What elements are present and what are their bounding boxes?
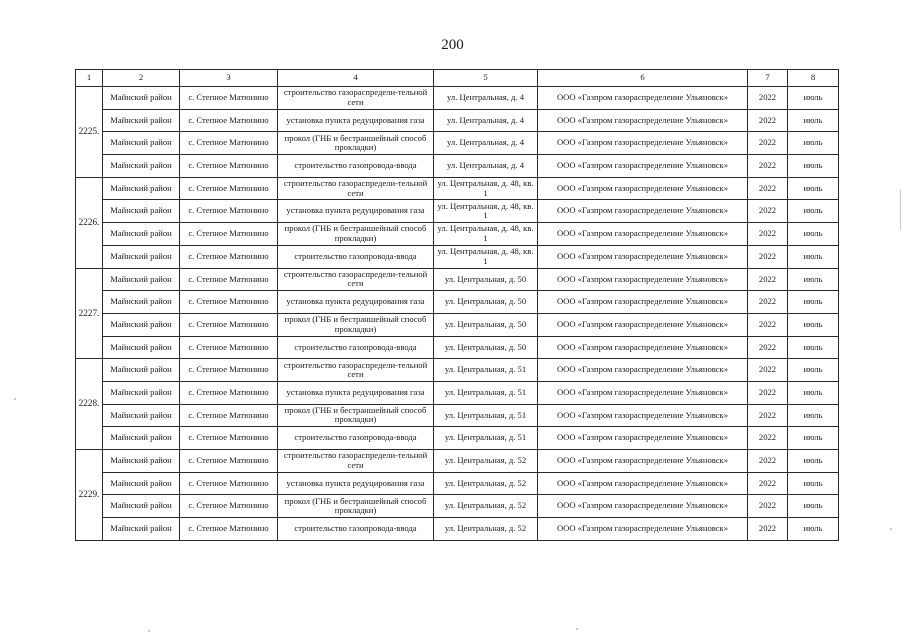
locality-cell: с. Степное Матюнино: [180, 359, 278, 382]
year-cell: 2022: [748, 404, 788, 427]
work-type-cell: прокол (ГНБ и бестраншейный способ прокладки): [278, 313, 434, 336]
table-row: [76, 291, 839, 314]
address-cell: ул. Центральная, д. 52: [434, 495, 538, 518]
month-cell: июль: [788, 450, 839, 473]
locality-cell: с. Степное Матюнино: [180, 404, 278, 427]
year-cell: 2022: [748, 177, 788, 200]
work-type-cell: установка пункта редуцирования газа: [278, 381, 434, 404]
locality-cell: с. Степное Матюнино: [180, 472, 278, 495]
locality-cell: с. Степное Матюнино: [180, 518, 278, 541]
work-type-cell: строительство газопровода-ввода: [278, 155, 434, 178]
district-cell: Майнский район: [103, 359, 180, 382]
district-cell: Майнский район: [103, 200, 180, 223]
address-cell: ул. Центральная, д. 51: [434, 381, 538, 404]
gasification-schedule-table: [75, 69, 839, 541]
organization-cell: ООО «Газпром газораспределение Ульяновск»: [538, 132, 748, 155]
address-cell: ул. Центральная, д. 51: [434, 359, 538, 382]
locality-cell: с. Степное Матюнино: [180, 109, 278, 132]
table-row: [76, 404, 839, 427]
year-cell: 2022: [748, 427, 788, 450]
district-cell: Майнский район: [103, 313, 180, 336]
district-cell: Майнский район: [103, 291, 180, 314]
entry-number-cell: 2225.: [76, 87, 103, 178]
work-type-cell: строительство газопровода-ввода: [278, 427, 434, 450]
month-cell: июль: [788, 87, 839, 110]
locality-cell: с. Степное Матюнино: [180, 200, 278, 223]
locality-cell: с. Степное Матюнино: [180, 336, 278, 359]
address-cell: ул. Центральная, д. 50: [434, 336, 538, 359]
column-header-6: 6: [538, 70, 748, 87]
district-cell: Майнский район: [103, 132, 180, 155]
entry-number-cell: 2229.: [76, 450, 103, 541]
header-row: [76, 70, 839, 87]
address-cell: ул. Центральная, д. 4: [434, 109, 538, 132]
month-cell: июль: [788, 155, 839, 178]
year-cell: 2022: [748, 472, 788, 495]
scan-speck: [576, 628, 578, 630]
locality-cell: с. Степное Матюнино: [180, 450, 278, 473]
organization-cell: ООО «Газпром газораспределение Ульяновск»: [538, 87, 748, 110]
year-cell: 2022: [748, 200, 788, 223]
work-type-cell: прокол (ГНБ и бестраншейный способ прокладки): [278, 223, 434, 246]
month-cell: июль: [788, 404, 839, 427]
district-cell: Майнский район: [103, 404, 180, 427]
locality-cell: с. Степное Матюнино: [180, 313, 278, 336]
organization-cell: ООО «Газпром газораспределение Ульяновск»: [538, 223, 748, 246]
month-cell: июль: [788, 359, 839, 382]
district-cell: Майнский район: [103, 336, 180, 359]
organization-cell: ООО «Газпром газораспределение Ульяновск»: [538, 404, 748, 427]
locality-cell: с. Степное Матюнино: [180, 223, 278, 246]
month-cell: июль: [788, 109, 839, 132]
work-type-cell: установка пункта редуцирования газа: [278, 472, 434, 495]
year-cell: 2022: [748, 381, 788, 404]
work-type-cell: прокол (ГНБ и бестраншейный способ прокладки): [278, 404, 434, 427]
address-cell: ул. Центральная, д. 48, кв. 1: [434, 223, 538, 246]
locality-cell: с. Степное Матюнино: [180, 427, 278, 450]
organization-cell: ООО «Газпром газораспределение Ульяновск»: [538, 291, 748, 314]
table-row: [76, 132, 839, 155]
column-header-3: 3: [180, 70, 278, 87]
organization-cell: ООО «Газпром газораспределение Ульяновск»: [538, 268, 748, 291]
organization-cell: ООО «Газпром газораспределение Ульяновск»: [538, 450, 748, 473]
year-cell: 2022: [748, 155, 788, 178]
table-row: [76, 268, 839, 291]
year-cell: 2022: [748, 223, 788, 246]
table-row: [76, 336, 839, 359]
district-cell: Майнский район: [103, 155, 180, 178]
table-row: [76, 200, 839, 223]
table-body: [76, 87, 839, 541]
table-row: [76, 472, 839, 495]
year-cell: 2022: [748, 109, 788, 132]
organization-cell: ООО «Газпром газораспределение Ульяновск»: [538, 472, 748, 495]
address-cell: ул. Центральная, д. 52: [434, 450, 538, 473]
entry-number-cell: 2228.: [76, 359, 103, 450]
organization-cell: ООО «Газпром газораспределение Ульяновск»: [538, 518, 748, 541]
district-cell: Майнский район: [103, 381, 180, 404]
work-type-cell: прокол (ГНБ и бестраншейный способ прокладки): [278, 132, 434, 155]
address-cell: ул. Центральная, д. 48, кв. 1: [434, 177, 538, 200]
address-cell: ул. Центральная, д. 48, кв. 1: [434, 245, 538, 268]
month-cell: июль: [788, 245, 839, 268]
organization-cell: ООО «Газпром газораспределение Ульяновск»: [538, 495, 748, 518]
district-cell: Майнский район: [103, 177, 180, 200]
month-cell: июль: [788, 336, 839, 359]
locality-cell: с. Степное Матюнино: [180, 268, 278, 291]
district-cell: Майнский район: [103, 427, 180, 450]
address-cell: ул. Центральная, д. 4: [434, 132, 538, 155]
month-cell: июль: [788, 177, 839, 200]
column-header-1: 1: [76, 70, 103, 87]
locality-cell: с. Степное Матюнино: [180, 177, 278, 200]
work-type-cell: строительство газораспредели-тельной сети: [278, 359, 434, 382]
month-cell: июль: [788, 427, 839, 450]
month-cell: июль: [788, 200, 839, 223]
table-row: [76, 155, 839, 178]
work-type-cell: установка пункта редуцирования газа: [278, 291, 434, 314]
column-header-7: 7: [748, 70, 788, 87]
organization-cell: ООО «Газпром газораспределение Ульяновск»: [538, 245, 748, 268]
work-type-cell: строительство газораспредели-тельной сети: [278, 87, 434, 110]
month-cell: июль: [788, 291, 839, 314]
year-cell: 2022: [748, 518, 788, 541]
work-type-cell: установка пункта редуцирования газа: [278, 200, 434, 223]
entry-number-cell: 2226.: [76, 177, 103, 268]
year-cell: 2022: [748, 245, 788, 268]
year-cell: 2022: [748, 132, 788, 155]
work-type-cell: строительство газораспредели-тельной сети: [278, 450, 434, 473]
district-cell: Майнский район: [103, 87, 180, 110]
address-cell: ул. Центральная, д. 50: [434, 268, 538, 291]
table-row: [76, 495, 839, 518]
work-type-cell: строительство газопровода-ввода: [278, 245, 434, 268]
work-type-cell: строительство газораспредели-тельной сети: [278, 177, 434, 200]
organization-cell: ООО «Газпром газораспределение Ульяновск»: [538, 381, 748, 404]
organization-cell: ООО «Газпром газораспределение Ульяновск»: [538, 200, 748, 223]
year-cell: 2022: [748, 291, 788, 314]
scan-speck: [148, 630, 150, 632]
district-cell: Майнский район: [103, 268, 180, 291]
scan-speck: [890, 528, 892, 530]
locality-cell: с. Степное Матюнино: [180, 381, 278, 404]
column-header-4: 4: [278, 70, 434, 87]
address-cell: ул. Центральная, д. 52: [434, 518, 538, 541]
table-row: [76, 87, 839, 110]
month-cell: июль: [788, 313, 839, 336]
district-cell: Майнский район: [103, 223, 180, 246]
district-cell: Майнский район: [103, 472, 180, 495]
address-cell: ул. Центральная, д. 51: [434, 404, 538, 427]
address-cell: ул. Центральная, д. 50: [434, 291, 538, 314]
organization-cell: ООО «Газпром газораспределение Ульяновск»: [538, 336, 748, 359]
column-header-2: 2: [103, 70, 180, 87]
table-row: [76, 381, 839, 404]
locality-cell: с. Степное Матюнино: [180, 245, 278, 268]
table-row: [76, 450, 839, 473]
year-cell: 2022: [748, 450, 788, 473]
month-cell: июль: [788, 223, 839, 246]
organization-cell: ООО «Газпром газораспределение Ульяновск»: [538, 109, 748, 132]
district-cell: Майнский район: [103, 518, 180, 541]
year-cell: 2022: [748, 268, 788, 291]
table-row: [76, 109, 839, 132]
scan-speck: [14, 398, 16, 400]
work-type-cell: строительство газораспредели-тельной сети: [278, 268, 434, 291]
table-row: [76, 313, 839, 336]
month-cell: июль: [788, 495, 839, 518]
locality-cell: с. Степное Матюнино: [180, 132, 278, 155]
work-type-cell: строительство газопровода-ввода: [278, 518, 434, 541]
table-row: [76, 245, 839, 268]
district-cell: Майнский район: [103, 245, 180, 268]
district-cell: Майнский район: [103, 450, 180, 473]
month-cell: июль: [788, 381, 839, 404]
year-cell: 2022: [748, 495, 788, 518]
table-row: [76, 427, 839, 450]
year-cell: 2022: [748, 87, 788, 110]
year-cell: 2022: [748, 336, 788, 359]
work-type-cell: прокол (ГНБ и бестраншейный способ прокладки): [278, 495, 434, 518]
locality-cell: с. Степное Матюнино: [180, 87, 278, 110]
address-cell: ул. Центральная, д. 4: [434, 87, 538, 110]
locality-cell: с. Степное Матюнино: [180, 155, 278, 178]
address-cell: ул. Центральная, д. 50: [434, 313, 538, 336]
month-cell: июль: [788, 472, 839, 495]
entry-number-cell: 2227.: [76, 268, 103, 359]
address-cell: ул. Центральная, д. 52: [434, 472, 538, 495]
table-row: [76, 518, 839, 541]
table-row: [76, 223, 839, 246]
column-header-8: 8: [788, 70, 839, 87]
month-cell: июль: [788, 132, 839, 155]
organization-cell: ООО «Газпром газораспределение Ульяновск»: [538, 155, 748, 178]
year-cell: 2022: [748, 359, 788, 382]
organization-cell: ООО «Газпром газораспределение Ульяновск»: [538, 359, 748, 382]
district-cell: Майнский район: [103, 109, 180, 132]
month-cell: июль: [788, 268, 839, 291]
work-type-cell: установка пункта редуцирования газа: [278, 109, 434, 132]
organization-cell: ООО «Газпром газораспределение Ульяновск»: [538, 177, 748, 200]
locality-cell: с. Степное Матюнино: [180, 291, 278, 314]
locality-cell: с. Степное Матюнино: [180, 495, 278, 518]
table-row: [76, 359, 839, 382]
organization-cell: ООО «Газпром газораспределение Ульяновск»: [538, 313, 748, 336]
year-cell: 2022: [748, 313, 788, 336]
address-cell: ул. Центральная, д. 48, кв. 1: [434, 200, 538, 223]
work-type-cell: строительство газопровода-ввода: [278, 336, 434, 359]
district-cell: Майнский район: [103, 495, 180, 518]
column-header-5: 5: [434, 70, 538, 87]
address-cell: ул. Центральная, д. 51: [434, 427, 538, 450]
organization-cell: ООО «Газпром газораспределение Ульяновск»: [538, 427, 748, 450]
page-number: 200: [441, 37, 464, 53]
month-cell: июль: [788, 518, 839, 541]
table-row: [76, 177, 839, 200]
scan-edge-mark: [900, 190, 901, 230]
address-cell: ул. Центральная, д. 4: [434, 155, 538, 178]
